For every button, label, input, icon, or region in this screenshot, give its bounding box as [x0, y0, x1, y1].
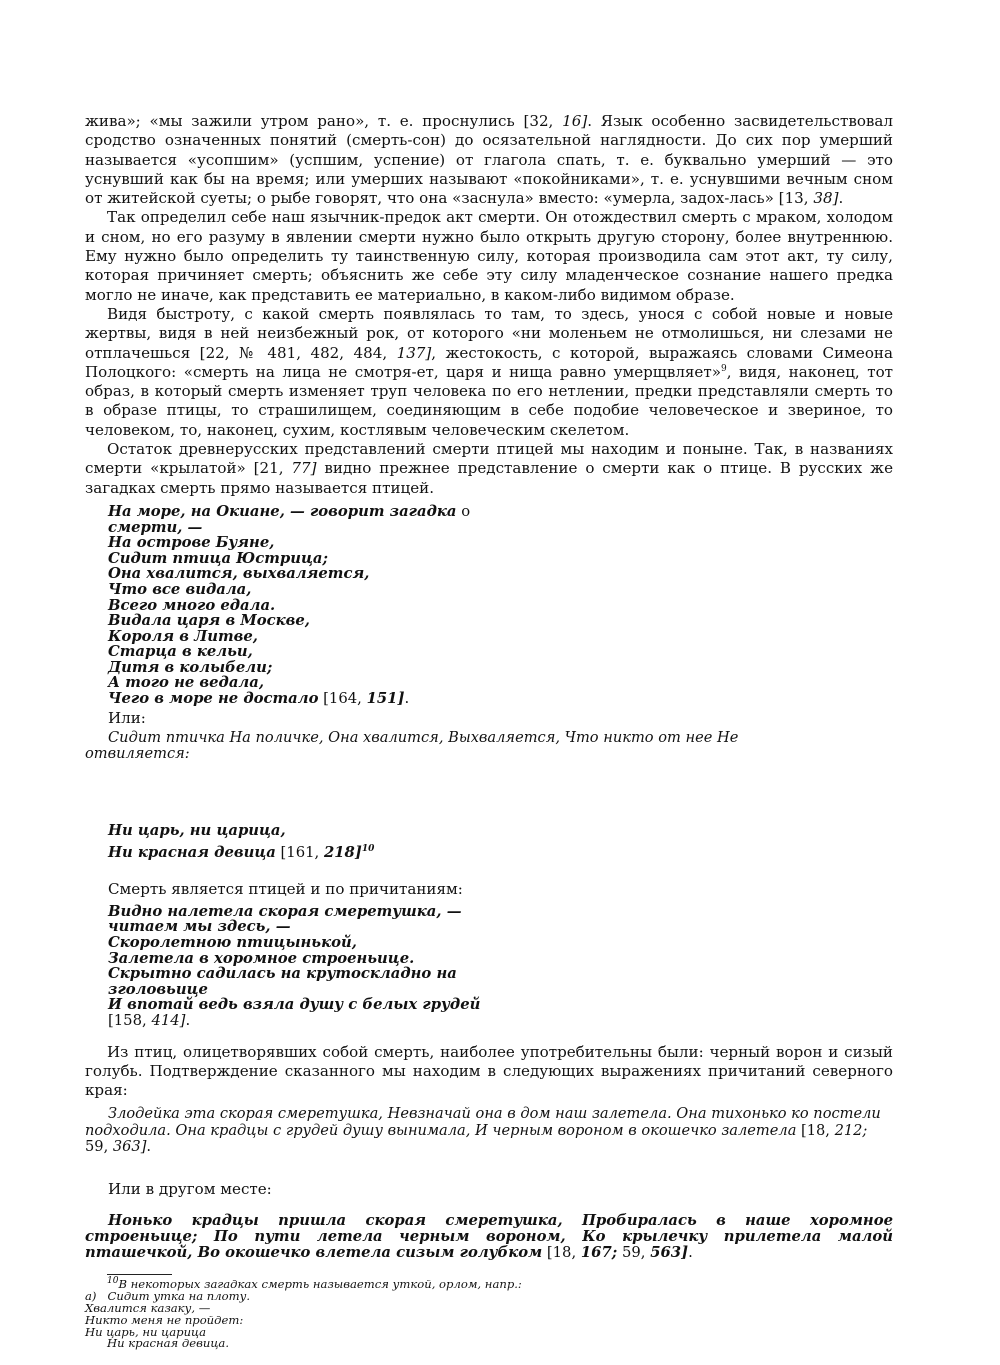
page-content	[85, 112, 893, 1350]
verse-line: Дитя в колыбели;	[108, 658, 273, 676]
text-run: Видя быстроту, с какой смерть появлялась то там, то здесь, унося с собой новые и новые жертвы, видя в ней неизбежный рок, от которого «ни моленьем не отмолишься, ни слезами не отплачешься [22, № 481, 482, 484,	[85, 304, 893, 362]
text-run: Остаток древнерусских представлений смерти птицей мы находим и поныне. Так, в названиях смерти «крылатой» [21,	[85, 440, 893, 478]
riddle-verse-1	[108, 504, 893, 707]
other-place-label: Или в другом месте:	[108, 1179, 272, 1198]
verse-line: Ни красная девица [161, 218]$^{10}$	[108, 843, 375, 861]
footnote-10	[85, 1276, 893, 1351]
verse-line: Она хвалится, выхваляется,	[108, 565, 370, 583]
text-run: жива»; «мы зажили утром рано», т. е. проснулись [32,	[85, 112, 563, 130]
verse-line: смерти, —	[108, 518, 203, 536]
citation-page: 38]	[813, 189, 839, 208]
paragraph-1	[85, 112, 893, 208]
lament-verse-3: Нонько крадцы пришла скорая смеретушка, Пробиралась в наше хоромное строеньице; По пути летела черным вороном, Ко крылечку прилетела малой пташечкой, Во окошечко влетела сизым голубком [18, 167; 59, 563].	[85, 1211, 893, 1261]
riddle-verse-2-prose: Сидит птичка На поличке, Она хвалится, Выхваляется, Что никто от нее Не отвиляется:	[85, 728, 739, 763]
or-label: Или:	[108, 708, 146, 727]
verse-line: А того не ведала,	[108, 674, 265, 692]
section-heading: Смерть является птицей и по причитаниям:	[108, 879, 463, 898]
text-run: . Язык особенно засвидетельствовал сродство означенных понятий (смерть-сон) до осязательной наглядности. До сих пор умерший называется «усопшим» (успшим, успение) от глагола спать, т. е. буквально умерший — это уснувший как бы на время; или умерших называют «покойниками», т. е. уснувшими вечным сном от житейской суеты; о рыбе говорят, что она «заснула» вместо: «умерла, задох-лась» [13,	[85, 112, 893, 208]
verse-line: Ни царь, ни царица,	[108, 821, 286, 839]
verse-line: Скрытно садилась на крутоскладно на	[108, 965, 457, 983]
verse-line: Что все видала,	[108, 580, 252, 598]
verse-line: Старца в кельи,	[108, 643, 253, 661]
verse-line: зголовьице	[108, 980, 208, 998]
verse-line: Чего в море не достало [164, 151].	[108, 690, 410, 708]
verse-line: Залетела в хоромное строеньице.	[108, 949, 415, 967]
verse-line: [158, 414].	[108, 1011, 191, 1029]
paragraph-5: Из птиц, олицетворявших собой смерть, наиболее употребительны были: черный ворон и сизый голубь. Подтверждение сказанного мы находим в следующих выражениях причитаний северного края:	[85, 1042, 893, 1100]
verse-line: Всего много едала.	[108, 596, 276, 614]
paragraph-4	[85, 440, 893, 498]
footnote-line: а) Сидит утка на плоту.	[85, 1289, 251, 1304]
citation-page: 16]	[562, 112, 588, 130]
verse-line: читаем мы здесь, —	[108, 918, 291, 936]
lament-verse-2: Злодейка эта скорая смеретушка, Невзначай она в дом наш залетела. Она тихонько ко постели подходила. Она крадцы с грудей душу вынимала, И черным вороном в окошечко залетела [18, 212; 59, 363].	[85, 1105, 881, 1156]
lament-verse-1	[108, 904, 893, 1029]
text-run: .	[838, 189, 844, 208]
citation-page: 77]	[291, 459, 317, 478]
footnote-divider	[107, 1274, 172, 1275]
verse-line: На острове Буяне,	[108, 534, 275, 552]
verse-line: На море, на Окиане, — говорит загадка о	[108, 502, 471, 520]
riddle-verse-2-ending	[108, 820, 893, 864]
paragraph-2: Так определил себе наш язычник-предок акт смерти. Он отождествил смерть с мраком, холодом и сном, но его разуму в явлении смерти нужно было открыть другую сторону, более внутреннюю. Ему нужно было определить ту таинственную силу, которая производила сам этот акт, ту силу, которая причиняет смерть; объяснить же себе эту силу младенческое сознание нашего предка могло не иначе, как представить ее материально, в каком-либо видимом образе.	[85, 208, 893, 304]
footnote-line: Никто меня не пройдет:	[85, 1312, 244, 1327]
citation-page: 137]	[396, 343, 432, 362]
verse-line: Видала царя в Москве,	[108, 612, 310, 630]
footnote-marker: 10	[107, 1276, 119, 1287]
text-run: видно прежнее представление о смерти как о птице. В русских же загадках смерть прямо называется птицей.	[85, 459, 893, 497]
footnote-line: Ни царь, ни царица	[85, 1324, 207, 1339]
footnote-line: $^{10}$В некоторых загадках смерть называется уткой, орлом, напр.:	[107, 1276, 522, 1292]
footnote-line: Ни красная девица.	[107, 1336, 230, 1351]
footnote-marker[interactable]: 9	[720, 363, 727, 374]
verse-line: Видно налетела скорая смеретушка, —	[108, 902, 462, 920]
text-run: , жестокость, с которой, выражаясь словами Симеона Полоцкого: «смерть на лица не смотря-ет, царя и нища равно умерщвляет»	[85, 343, 893, 381]
verse-line: И впотай ведь взяла душу с белых грудей	[108, 996, 481, 1014]
text-run: , видя, наконец, тот образ, в который смерть изменяет труп человека по его нетлении, предки представляли смерть то в образе птицы, то страшилищем, соединяющим в себе подобие человеческое и звериное, то человеком, то, наконец, сухим, костлявым человеческим скелетом.	[85, 362, 894, 439]
footnote-marker: 10	[361, 843, 375, 854]
verse-line: Сидит птица Юстрица;	[108, 549, 328, 567]
verse-line: Короля в Литве,	[108, 627, 258, 645]
verse-line: Скоролетною птицынькой,	[108, 933, 357, 951]
paragraph-3	[85, 305, 893, 440]
footnote-line: Хвалится казаку, —	[85, 1300, 211, 1315]
